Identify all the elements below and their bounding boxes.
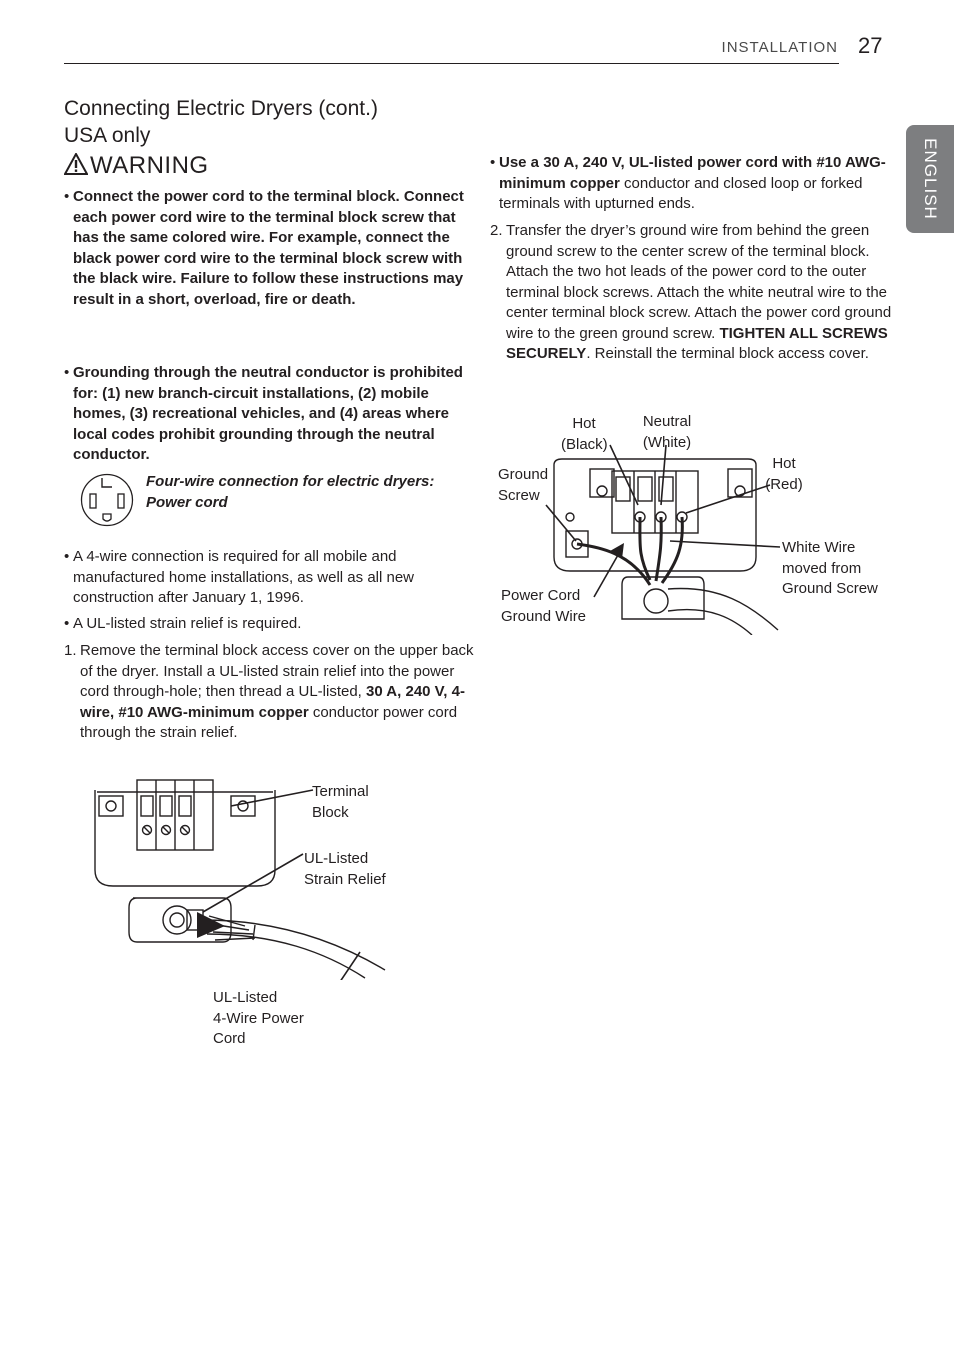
label-hot-black-1: Hot <box>572 415 596 432</box>
label-neutral-white <box>638 412 696 453</box>
note-bullet-2-text: A UL-listed strain relief is required. <box>73 615 302 632</box>
label-power-cord-ground-1: Power Cord <box>501 587 581 604</box>
label-power-cord-ground <box>501 586 586 627</box>
strain-relief-diagram <box>85 770 445 980</box>
four-wire-caption: Four-wire connection for electric dryers: Power cord <box>146 473 435 511</box>
label-strain-relief-1: UL-Listed <box>304 850 369 867</box>
label-white-wire-3: Ground Screw <box>782 580 878 597</box>
section-name: INSTALLATION <box>721 39 838 56</box>
label-power-cord-3: Cord <box>213 1030 246 1047</box>
right-bullet-rest: conductor and closed loop or forked terminals with upturned ends. <box>499 174 863 212</box>
warning-heading <box>64 152 209 180</box>
right-bullet: • Use a 30 A, 240 V, UL-listed power cord with #10 AWG-minimum copper conductor and closed loop or forked terminals with upturned ends. <box>490 154 886 212</box>
label-terminal-block <box>312 782 369 823</box>
warning-item-2: • Grounding through the neutral conductor is prohibited for: (1) new branch-circuit installations, (2) mobile homes, (3) recreational vehicles, and (4) areas where local codes prohibit grounding through the neutral conductor. <box>64 364 463 463</box>
warning-item-1-text: Connect the power cord to the terminal block. Connect each power cord wire to the terminal block screw that has the same colored wire. For example, connect the black power cord wire to the terminal block screw with the black wire. Failure to follow these instructions may result in a short, overload, fire or death. <box>73 188 464 308</box>
label-strain-relief <box>304 849 386 890</box>
label-hot-red <box>765 454 803 495</box>
step-2-text-a: Transfer the dryer’s ground wire from behind the green ground screw to the center screw of the terminal block. Attach the two hot leads of the power cord to the outer terminal block screws. Attach the white neutral wire to the center terminal block screw. Attach the power cord ground wire to the green ground screw. <box>506 222 892 342</box>
label-power-cord-2: 4-Wire Power <box>213 1009 304 1027</box>
note-bullet-1: • A 4-wire connection is required for all mobile and manufactured home installations, as well as all new construction after January 1, 1996. <box>64 548 415 606</box>
page-title <box>64 95 484 149</box>
language-tab-label: ENGLISH <box>921 138 940 220</box>
step-1-text-b: conductor power cord through the strain relief. <box>80 703 458 741</box>
warning-triangle-icon <box>64 153 88 175</box>
step-1-text-bold: 30 A, 240 V, 4-wire, #10 AWG-minimum copper <box>80 683 465 721</box>
step-1 <box>64 641 480 744</box>
right-bullet-bold: Use a 30 A, 240 V, UL-listed power cord with #10 AWG-minimum copper <box>499 154 886 192</box>
step-2-text-b: . Reinstall the terminal block access cover. <box>586 345 869 362</box>
label-neutral-white-1: Neutral <box>642 413 692 430</box>
step-2-text-bold: TIGHTEN ALL SCREWS SECURELY <box>506 324 888 362</box>
label-terminal-block-1: Terminal <box>312 783 369 800</box>
title-line-1: Connecting Electric Dryers (cont.) <box>64 97 378 120</box>
step-1-number: 1. <box>64 642 77 659</box>
label-ground-screw-1: Ground <box>498 466 549 483</box>
note-bullet-2: • A UL-listed strain relief is required. <box>64 615 302 632</box>
label-ground-screw-2: Screw <box>498 486 540 504</box>
note-bullet-1-text: A 4-wire connection is required for all mobile and manufactured home installations, as well as all new construction after January 1, 1996. <box>73 548 415 606</box>
header-rule <box>64 63 839 64</box>
label-white-wire <box>782 538 878 600</box>
label-power-cord-1: UL-Listed <box>213 989 278 1006</box>
label-hot-red-2: (Red) <box>765 475 803 493</box>
label-hot-red-1: Hot <box>772 455 796 472</box>
step-2-number: 2. <box>490 222 503 239</box>
label-strain-relief-2: Strain Relief <box>304 870 386 888</box>
label-hot-black <box>561 414 607 455</box>
title-line-2: USA only <box>64 124 151 147</box>
warning-item-1: • Connect the power cord to the terminal block. Connect each power cord wire to the terminal block screw that has the same colored wire. For example, connect the black power cord wire to the terminal block screw with the black wire. Failure to follow these instructions may result in a short, overload, fire or death. <box>64 188 464 308</box>
label-neutral-white-2: (White) <box>642 433 692 451</box>
label-white-wire-2: moved from <box>782 559 862 577</box>
step-1-text-a: Remove the terminal block access cover on the upper back of the dryer. Install a UL-listed strain relief into the power cord through-hole; then thread a UL-listed, <box>80 642 474 700</box>
page-number: 27 <box>858 33 883 58</box>
step-2 <box>490 221 902 365</box>
label-ground-screw <box>498 465 548 506</box>
label-terminal-block-2: Block <box>312 803 349 821</box>
label-hot-black-2: (Black) <box>561 435 608 453</box>
label-power-cord-ground-2: Ground Wire <box>501 607 587 625</box>
language-tab <box>906 125 954 233</box>
warning-item-2-text: Grounding through the neutral conductor is prohibited for: (1) new branch-circuit installations, (2) mobile homes, (3) recreational vehicles, and (4) areas where local codes prohibit grounding through the neutral conductor. <box>73 364 463 463</box>
four-wire-outlet-icon <box>80 473 134 527</box>
warning-label: WARNING <box>90 152 209 179</box>
label-white-wire-1: White Wire <box>782 539 856 556</box>
label-power-cord <box>213 988 304 1050</box>
